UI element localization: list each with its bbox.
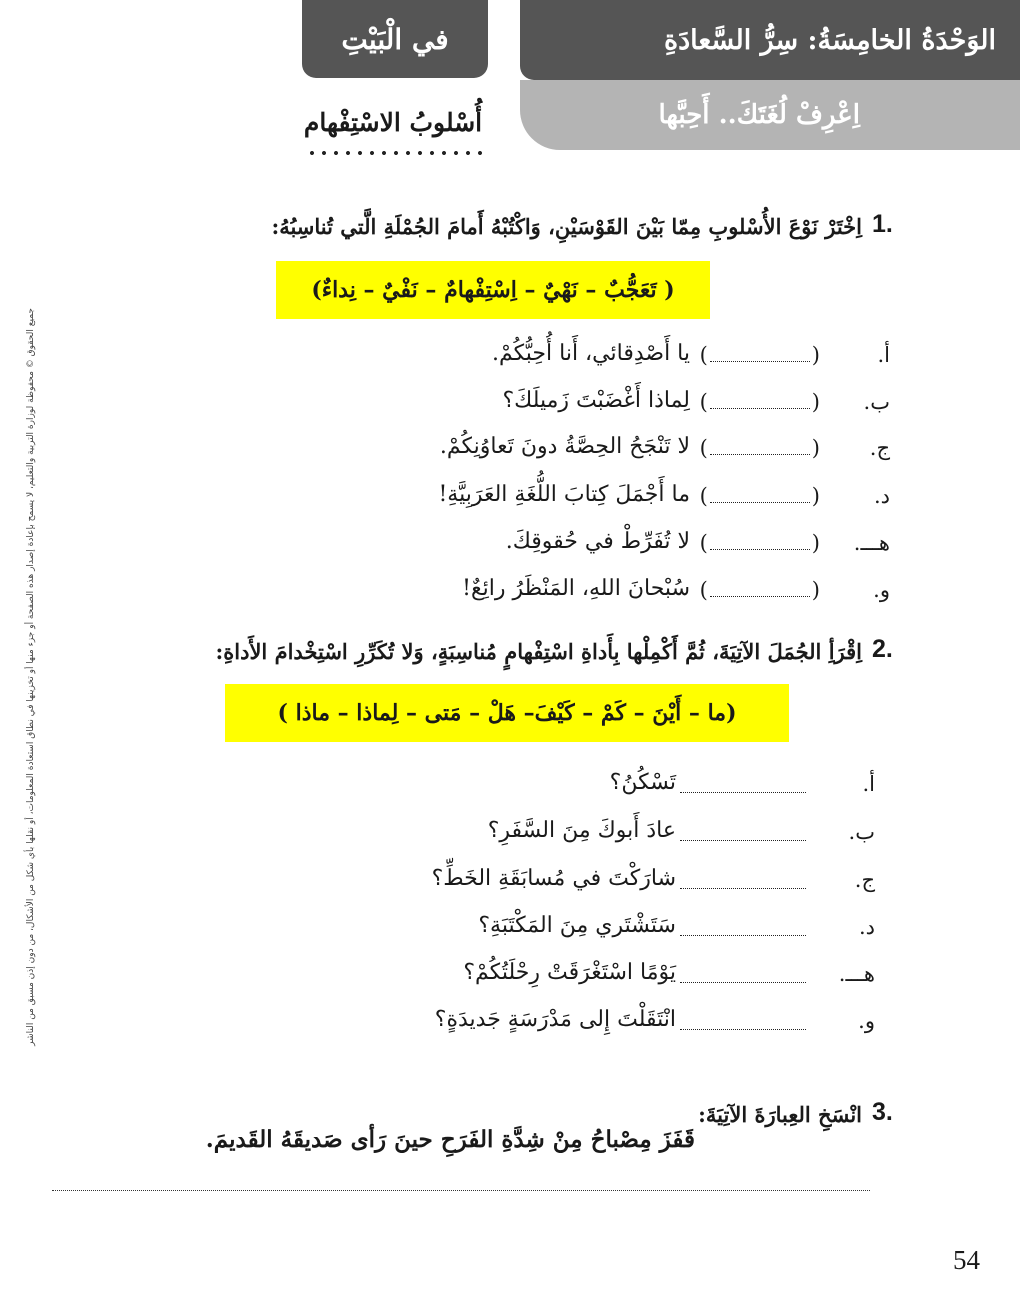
answer-blank[interactable]: () bbox=[699, 343, 820, 367]
q1-item bbox=[0, 339, 1020, 379]
q1-instruction: اِخْتَرْ نَوْعَ الأُسْلوبِ مِمّا بَيْنَ القَوْسَيْنِ، وَاكْتُبْهُ أَمامَ الجُمْلَةِ الَّتي تُناسِبُهُ: bbox=[271, 214, 862, 239]
unit-title: الوَحْدَةُ الخامِسَةُ: سِرُّ السَّعادَةِ bbox=[663, 24, 996, 56]
q3-sentence: قَفَزَ مِصْباحُ مِنْ شِدَّةِ الفَرَحِ حينَ رَأى صَديقَهُ القَديمَ. bbox=[205, 1126, 695, 1153]
q1-word-bank bbox=[276, 261, 710, 319]
item-letter: د. bbox=[858, 915, 875, 939]
item-letter: و. bbox=[858, 1009, 875, 1033]
answer-blank[interactable] bbox=[680, 888, 806, 889]
item-sentence: يَوْمًا اسْتَغْرَقَتْ رِحْلَتُكُمْ؟ bbox=[463, 960, 676, 985]
lesson-title-underline bbox=[306, 147, 482, 159]
home-tab bbox=[302, 0, 488, 78]
answer-blank[interactable] bbox=[680, 935, 806, 936]
q2-item bbox=[0, 862, 1020, 904]
q3-number: 3. bbox=[872, 1098, 893, 1126]
item-letter: ب. bbox=[848, 820, 875, 844]
lesson-title: أُسْلوبُ الاسْتِفْهام bbox=[303, 108, 483, 137]
q2-item bbox=[0, 1003, 1020, 1045]
answer-blank[interactable]: () bbox=[699, 390, 820, 414]
item-sentence: يا أَصْدِقائي، أَنا أُحِبُّكُمْ. bbox=[492, 341, 690, 366]
q2-number: 2. bbox=[872, 635, 893, 663]
q1-number: 1. bbox=[872, 210, 893, 238]
item-sentence: سُبْحانَ اللهِ، المَنْظَرُ رائِعٌ! bbox=[462, 576, 690, 601]
answer-blank[interactable] bbox=[680, 792, 806, 793]
q2-options: (ما – أَيْنَ – كَمْ – كَيْفَ– هَلْ – مَتى – لِماذا – ماذا ) bbox=[277, 700, 737, 726]
copyright-note: جميع الحقوق © محفوظة لوزارة التربية والتعليم، لا يسمح بإعادة إصدار هذه الصفحة أو جزء منها أو تخزينها في نطاق استعادة المعلومات، أو نقلها بأي شكل من الأشكال، من دون إذن مسبق من الناشر bbox=[26, 308, 36, 1046]
q2-item bbox=[0, 814, 1020, 856]
subtitle: اِعْرِفْ لُغَتَكَ.. أَحِبَّها bbox=[658, 100, 860, 130]
q2-instruction: اِقْرَأِ الجُمَلَ الآتِيَةَ، ثُمَّ أَكْمِلْها بِأَداةِ اسْتِفْهامٍ مُناسِبَةٍ، وَلا تُكَرِّرِ اسْتِخْدامَ الأَداةِ: bbox=[215, 639, 862, 664]
answer-blank[interactable]: () bbox=[699, 484, 820, 508]
q1-item bbox=[0, 432, 1020, 472]
unit-title-bar bbox=[520, 0, 1020, 80]
answer-blank[interactable]: () bbox=[699, 531, 820, 555]
item-sentence: عادَ أَبوكَ مِنَ السَّفَرِ؟ bbox=[487, 818, 676, 843]
q3-answer-line[interactable] bbox=[52, 1190, 870, 1191]
q2-item bbox=[0, 766, 1020, 808]
q2-item bbox=[0, 909, 1020, 951]
answer-blank[interactable]: () bbox=[699, 578, 820, 602]
item-sentence: لا تُفَرِّطْ في حُقوقِكَ. bbox=[505, 529, 690, 554]
subtitle-bar bbox=[520, 80, 1020, 150]
item-sentence: لِماذا أَغْضَبْتَ زَميلَكَ؟ bbox=[502, 388, 690, 413]
item-sentence: انْتَقَلْتَ إِلى مَدْرَسَةٍ جَديدَةٍ؟ bbox=[434, 1007, 676, 1032]
item-letter: ج. bbox=[869, 436, 890, 460]
q1-item bbox=[0, 386, 1020, 426]
q1-options: ( تَعَجُّبٌ – نَهْيٌ – اِسْتِفْهامٌ – نَفْيٌ – نِداءٌ) bbox=[311, 277, 675, 303]
q1-item bbox=[0, 480, 1020, 520]
item-sentence: سَتَشْتَري مِنَ المَكْتَبَةِ؟ bbox=[478, 913, 676, 938]
item-letter: د. bbox=[873, 484, 890, 508]
page-number: 54 bbox=[953, 1245, 980, 1275]
item-sentence: ما أَجْمَلَ كِتابَ اللُّغَةِ العَرَبِيَّةِ! bbox=[438, 482, 690, 507]
home-tab-label: في الْبَيْتِ bbox=[341, 22, 449, 56]
answer-blank[interactable] bbox=[680, 982, 806, 983]
q2-word-bank bbox=[225, 684, 789, 742]
item-letter: هـــ. bbox=[838, 962, 875, 986]
item-letter: ج. bbox=[854, 868, 875, 892]
q1-item bbox=[0, 574, 1020, 614]
item-letter: و. bbox=[873, 578, 890, 602]
answer-blank[interactable] bbox=[680, 1029, 806, 1030]
q2-item bbox=[0, 956, 1020, 998]
item-sentence: تَسْكُنُ؟ bbox=[609, 770, 676, 795]
answer-blank[interactable]: () bbox=[699, 436, 820, 460]
item-sentence: لا تَنْجَحُ الحِصَّةُ دونَ تَعاوُنِكُمْ. bbox=[439, 434, 690, 459]
q1-item bbox=[0, 527, 1020, 567]
item-letter: أ. bbox=[862, 772, 875, 796]
item-sentence: شارَكْتَ في مُسابَقَةِ الخَطِّ؟ bbox=[431, 866, 676, 891]
answer-blank[interactable] bbox=[680, 840, 806, 841]
item-letter: ب. bbox=[863, 390, 890, 414]
q3-instruction: انْسَخِ العِبارَةَ الآتِيَةَ: bbox=[698, 1102, 862, 1127]
item-letter: هـــ. bbox=[853, 531, 890, 555]
item-letter: أ. bbox=[877, 343, 890, 367]
